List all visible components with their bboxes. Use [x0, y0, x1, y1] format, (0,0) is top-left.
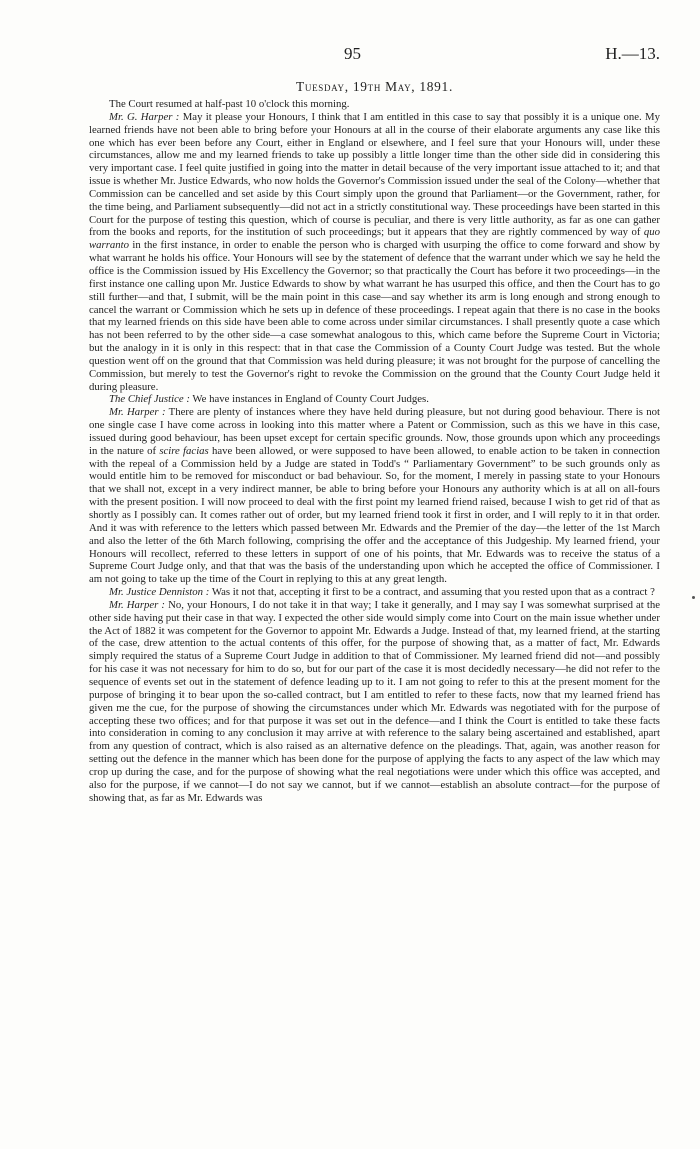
speaker-name: Mr. Justice Denniston :: [109, 586, 210, 599]
paragraph-text: No, your Honours, I do not take it in that way; I take it generally, and I may say I was somewhat surprised at the other side having put their case in that way. I expected the other side would simply come into Court on the main issue whether under the Act of 1882 it was competent for the Governor to appoint Mr. Edwards a Judge. Instead of that, my learned friend, at the starting of the case, drew attention to the actual contents of this offer, for the purpose of showing that, as a matter of fact, Mr. Edwards simply required the status of a Supreme Court Judge in addition to that of Commissioner. My learned friend did not—and possibly for his case it was not necessary for him to do so, but for our part of the case it is most decidedly necessary—he did not refer to the sequence of events set out in the statement of defence leading up to it. I am not going to refer to this at the present moment for the purpose of bringing it to bear upon the so-called contract, but I am entitled to refer to these facts, now that my learned friend has given me the cue, for the purpose of showing the circumstances under which Mr. Edwards was negotiated with for the purpose of accepting these two offices; and for that purpose it was set out in the defence—and I think the Court is entitled to take these facts into consideration in coming to any conclusion it may arrive at with reference to the salary being ascertained and established, apart from any question of contract, which is also raised as an alternative defence on the pleadings. That, again, was another reason for setting out the defence in the manner which has been done for the purpose of applying the facts to any aspect of the law which may crop up during the case, and for the purpose of showing what the real negotiations were under which this office was accepted, and also for the purpose, if we cannot—I do not say we cannot, but if we cannot—establish an absolute contract—for the purpose of showing that, as far as Mr. Edwards was: [89, 598, 660, 804]
latin-term: scire facias: [159, 444, 209, 457]
paragraph-chief-justice: [89, 393, 660, 406]
margin-dot: [692, 596, 695, 599]
speaker-name: Mr. Harper :: [109, 598, 166, 611]
paragraph-text: The Court resumed at half-past 10 o'clock this morning.: [109, 98, 350, 110]
paragraph-justice-denniston: [89, 586, 660, 599]
paragraph-text: Was it not that, accepting it first to be a contract, and assuming that you rested upon that as a contract ?: [209, 586, 655, 599]
paragraph-text: We have instances in England of County Court Judges.: [189, 393, 429, 406]
page-header: [89, 0, 660, 63]
paragraph-harper-instances: [89, 406, 660, 586]
paragraph-court-resumed: [89, 98, 660, 111]
latin-term: quo warranto: [89, 226, 660, 252]
paragraph-text-continued: have been allowed, or were supposed to have been allowed, to enable action to be taken in connection with the repeal of a Commission held by a Judge are stated in Todd's “ Parliamentary Government” to be such grounds only as would entitle him to be removed for misconduct or bad behaviour. So, for the moment, I merely in passing state to your Honours that we shall not, except in a very indirect manner, be able to bring before your Honours any authority which is at all on all-fours with the present position. I will now proceed to deal with the first point my learned friend raised, because I wish to get rid of that as shortly as I possibly can. It comes rather out of order, but my learned friend took it first in order, and I will reply to it in that order. And it was with reference to the letters which passed between Mr. Edwards and the Premier of the day—the letter of the 1st March and also the letter of the 6th March following, comprising the offer and the acceptance of this Judgeship. My learned friend, your Honours will recollect, referred to these letters in support of one of his points, that Mr. Edwards was to receive the status of a Supreme Court Judge only, and that that was the basis of the understanding upon which he accepted the office of Commissioner. I am not going to take up the time of the Court in replying to this at any great length.: [89, 444, 661, 586]
paragraph-text: May it please your Honours, I think that I am entitled in this case to say that possibly it is a unique one. My learned friends have not been able to bring before your Honours at all in the course of their elaborate arguments any case like this one which has ever been before any Court, either in England or elsewhere, and I feel sure that your Honours will, under these circumstances, allow me and my learned friends to take up possibly a little longer time than the other side did in considering this very important case. I feel quite justified in going into the matter in detail because of the very important issue attached to it; and that issue is whether Mr. Justice Edwards, who now holds the Governor's Commission issued under the seal of the Colony—whether that Commission can be cancelled and set aside by this Court simply upon the ground that Parliament—or the Government, rather, for the time being, and Parliament subsequently—did not act in a strictly constitutional way. These proceedings have been started in this Court for the purpose of testing this question, which of course is peculiar, and there is very little authority, as far as one can gather from the books and reports, for the institution of such proceedings; but it appears that they are rightly commenced by way of: [89, 110, 660, 239]
speaker-name: Mr. G. Harper :: [109, 110, 180, 123]
paragraph-harper-opening: [89, 111, 660, 394]
paragraph-harper-reply: [89, 599, 660, 805]
paragraph-text: There are plenty of instances where they have held during pleasure, but not during good behaviour. There is not one single case I have come across in looking into this matter where a Patent or Commission, such as this we have in this case, issued during good behaviour, has been upset except for certain specific grounds. Now, those grounds upon which any proceedings in the nature of: [89, 406, 660, 457]
page-number: 95: [344, 44, 361, 63]
date-heading: Tuesday, 19th May, 1891.: [296, 79, 453, 94]
document-reference: H.—13.: [605, 44, 660, 63]
speaker-name: Mr. Harper :: [109, 406, 166, 419]
body-text: [89, 98, 660, 804]
speaker-name: The Chief Justice :: [109, 393, 190, 406]
paragraph-text-continued: in the first instance, in order to enable the person who is charged with usurping the office to come forward and show by what warrant he holds his office. Your Honours will see by the statement of defence that the warrant under which we say he held the office is the Commission issued by His Excellency the Governor; so that practically the Court has before it two proceedings—in the first instance one calling upon Mr. Justice Edwards to show by what warrant he has usurped this office, and then the Court has to go still further—and that, I submit, will be the main point in this case—and say whether its arm is long enough and strong enough to cancel the warrant or Commission which he sets up in defence of these proceedings. I repeat again that there is no case in the books that my learned friends on this side have been able to come across under similar circumstances. I shall presently quote a case which has not been referred to by the other side—a case somewhat analogous to this, which came before the Supreme Court in Victoria; but the analogy in it is only in this respect: that in that case the Commission of a County Court Judge was tested. But the whole question went off on the ground that that Commission was held during pleasure; it was not brought for the purpose of cancelling the Commission, but merely to test the Governor's right to revoke the Commission on the ground that the County Court Judge held it during pleasure.: [89, 239, 660, 393]
